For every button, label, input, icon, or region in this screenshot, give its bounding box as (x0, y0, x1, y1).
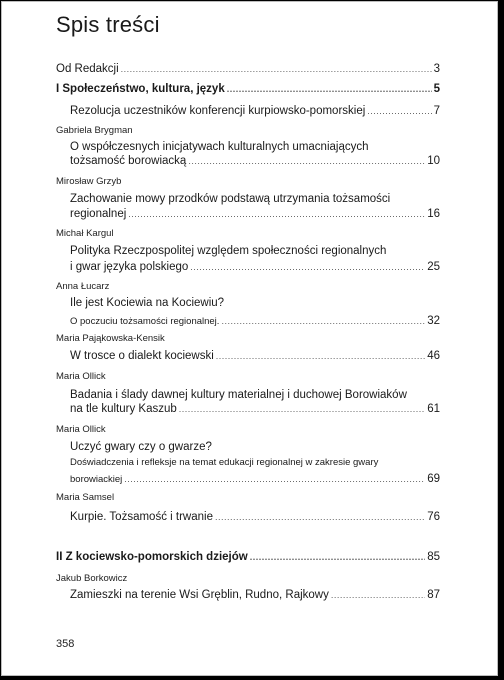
toc-entry-label: Od Redakcji (56, 63, 119, 75)
toc-author: Maria Pająkowska-Kensik (56, 333, 165, 344)
toc-entry-title[interactable]: Uczyć gwary czy o gwarze? (70, 441, 212, 453)
toc-entry-title[interactable]: Zachowanie mowy przodków podstawą utrzymania tożsamości (70, 193, 391, 205)
toc-author: Jakub Borkowicz (56, 573, 128, 584)
toc-entry-label: Kurpie. Tożsamość i trwanie (70, 511, 213, 523)
toc-section-1[interactable] (56, 82, 440, 96)
toc-page-number: 87 (427, 589, 440, 601)
toc-author: Mirosław Grzyb (56, 176, 122, 187)
toc-entry-lucarz[interactable] (70, 314, 440, 329)
leader-dots (128, 207, 425, 221)
toc-page-number: 69 (427, 473, 440, 485)
leader-dots (250, 550, 425, 564)
toc-entry-grzyb[interactable] (70, 207, 440, 221)
leader-dots (216, 349, 425, 363)
toc-entry-ollick-2[interactable] (70, 472, 440, 487)
toc-entry-subtitle[interactable]: Doświadczenia i refleksje na temat edukacji regionalnej w zakresie gwary (70, 457, 379, 468)
toc-entry-label: Zamieszki na terenie Wsi Gręblin, Rudno, Rajkowy (70, 589, 329, 601)
toc-entry-title[interactable]: Badania i ślady dawnej kultury materialnej i duchowej Borowiaków (70, 389, 407, 401)
toc-entry-label: i gwar języka polskiego (70, 261, 189, 273)
leader-dots (215, 510, 425, 524)
toc-page-number: 16 (427, 208, 440, 220)
folio-page-number: 358 (56, 638, 75, 650)
leader-dots (331, 588, 425, 602)
toc-page-number: 76 (427, 511, 440, 523)
toc-entry-label: na tle kultury Kaszub (70, 403, 177, 415)
document-page (1, 1, 498, 676)
toc-page-number: 61 (427, 403, 440, 415)
toc-entry-label: borowiackiej (70, 474, 123, 485)
toc-entry-rezolucja[interactable] (70, 104, 440, 118)
toc-section-label: II Z kociewsko-pomorskich dziejów (56, 551, 248, 563)
toc-entry-od-redakcji[interactable] (56, 62, 440, 76)
leader-dots (188, 154, 425, 168)
toc-author: Maria Samsel (56, 492, 115, 503)
toc-author: Maria Ollick (56, 371, 106, 382)
page-title: Spis treści (56, 12, 160, 37)
toc-section-label: I Społeczeństwo, kultura, język (56, 83, 225, 95)
leader-dots (124, 472, 425, 486)
toc-page-number: 10 (427, 155, 440, 167)
toc-entry-label: O poczuciu tożsamości regionalnej. (70, 316, 220, 327)
toc-entry-title[interactable]: Ile jest Kociewia na Kociewiu? (70, 297, 225, 309)
toc-page-number: 85 (427, 551, 440, 563)
toc-entry-label: regionalnej (70, 208, 127, 220)
toc-page-number: 25 (427, 261, 440, 273)
toc-entry-samsel[interactable] (70, 510, 440, 524)
toc-entry-kargul[interactable] (70, 260, 440, 274)
toc-entry-pajakowska[interactable] (70, 349, 440, 363)
toc-author: Gabriela Brygman (56, 125, 133, 136)
toc-author: Michał Kargul (56, 228, 114, 239)
toc-entry-label: tożsamość borowiacką (70, 155, 187, 167)
toc-entry-brygman[interactable] (70, 154, 440, 168)
toc-entry-title[interactable]: O współczesnych inicjatywach kulturalnych umacniających (70, 141, 369, 153)
toc-entry-title[interactable]: Polityka Rzeczpospolitej względem społeczności regionalnych (70, 245, 387, 257)
leader-dots (367, 104, 431, 118)
toc-page-number: 7 (433, 105, 440, 117)
toc-page-number: 5 (433, 83, 440, 95)
toc-author: Anna Łucarz (56, 281, 110, 292)
toc-entry-label: W trosce o dialekt kociewski (70, 350, 214, 362)
leader-dots (121, 62, 432, 76)
toc-author: Maria Ollick (56, 424, 106, 435)
leader-dots (179, 402, 425, 416)
toc-entry-ollick-1[interactable] (70, 402, 440, 416)
leader-dots (221, 314, 425, 328)
leader-dots (190, 260, 425, 274)
leader-dots (227, 82, 432, 96)
toc-page-number: 3 (433, 63, 440, 75)
toc-page-number: 32 (427, 315, 440, 327)
toc-page-number: 46 (427, 350, 440, 362)
toc-entry-label: Rezolucja uczestników konferencji kurpiowsko-pomorskiej (70, 105, 366, 117)
toc-section-2[interactable] (56, 550, 440, 564)
toc-entry-borkowicz[interactable] (70, 588, 440, 602)
